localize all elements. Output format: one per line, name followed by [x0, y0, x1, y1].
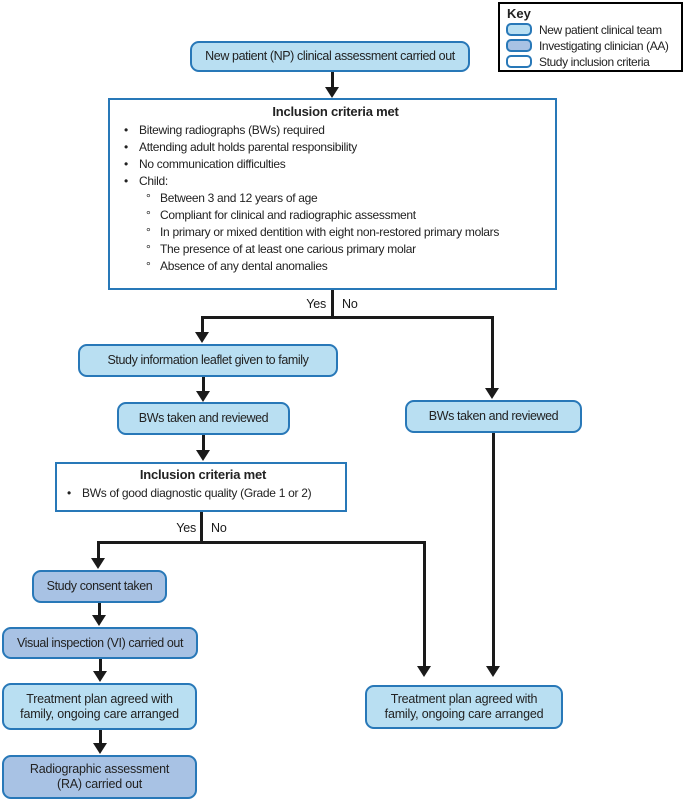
node-np-assessment: New patient (NP) clinical assessment carried out — [190, 41, 470, 72]
key-title: Key — [507, 6, 531, 21]
arrowhead-down — [91, 558, 105, 569]
flow-line — [492, 433, 495, 668]
ring-bullet-icon: ° — [146, 191, 151, 206]
flow-line — [97, 541, 426, 544]
flow-line — [491, 316, 494, 390]
node-bws-left: BWs taken and reviewed — [117, 402, 290, 435]
node-radiographic: Radiographic assessment (RA) carried out — [2, 755, 197, 799]
yes-label: Yes — [176, 521, 196, 535]
criteria-bullet: • No communication difficulties — [124, 157, 286, 172]
legend-swatch-light-blue — [506, 23, 532, 36]
ring-bullet-icon: ° — [146, 225, 151, 240]
legend-swatch-dark-blue — [506, 39, 532, 52]
criteria-title: Inclusion criteria met — [139, 467, 267, 482]
legend-label: Study inclusion criteria — [539, 54, 650, 69]
arrowhead-down — [486, 666, 500, 677]
bullet-icon: • — [124, 123, 128, 138]
node-visual-inspection: Visual inspection (VI) carried out — [2, 627, 198, 659]
arrowhead-down — [485, 388, 499, 399]
legend-item-new-patient-team — [506, 22, 681, 37]
bullet-icon: • — [124, 174, 128, 189]
node-treatment-left: Treatment plan agreed with family, ongoing care arranged — [2, 683, 197, 730]
ring-bullet-icon: ° — [146, 259, 151, 274]
arrowhead-down — [196, 450, 210, 461]
bullet-icon: • — [67, 486, 71, 501]
criteria-sub-bullet: ° The presence of at least one carious primary molar — [146, 242, 416, 257]
flow-line — [200, 512, 203, 543]
legend-label: Investigating clinician (AA) — [539, 38, 669, 53]
arrowhead-down — [93, 743, 107, 754]
criteria-bullet: • Bitewing radiographs (BWs) required — [124, 123, 325, 138]
ring-bullet-icon: ° — [146, 242, 151, 257]
criteria-title: Inclusion criteria met — [272, 104, 399, 119]
flow-line — [331, 290, 334, 318]
node-leaflet: Study information leaflet given to family — [78, 344, 338, 377]
node-consent: Study consent taken — [32, 570, 167, 603]
arrowhead-down — [195, 332, 209, 343]
no-label: No — [211, 521, 227, 535]
legend-label: New patient clinical team — [539, 22, 662, 37]
arrowhead-down — [417, 666, 431, 677]
criteria-sub-bullet: ° In primary or mixed dentition with eight non-restored primary molars — [146, 225, 500, 240]
criteria-bullet: • BWs of good diagnostic quality (Grade 1 or 2) — [67, 486, 312, 501]
key-legend — [498, 2, 683, 72]
criteria-sub-bullet: ° Absence of any dental anomalies — [146, 259, 328, 274]
yes-label: Yes — [306, 297, 326, 311]
arrowhead-down — [325, 87, 339, 98]
ring-bullet-icon: ° — [146, 208, 151, 223]
bullet-icon: • — [124, 140, 128, 155]
criteria-bullet: • Attending adult holds parental responsibility — [124, 140, 357, 155]
node-bws-right: BWs taken and reviewed — [405, 400, 582, 433]
criteria-sub-bullet: ° Compliant for clinical and radiographic assessment — [146, 208, 416, 223]
criteria-bullet: • Child: — [124, 174, 168, 189]
flow-line — [423, 541, 426, 668]
legend-item-investigating-clinician — [506, 38, 681, 53]
flow-line — [202, 316, 494, 319]
bullet-icon: • — [124, 157, 128, 172]
no-label: No — [342, 297, 358, 311]
arrowhead-down — [196, 391, 210, 402]
arrowhead-down — [92, 615, 106, 626]
arrowhead-down — [93, 671, 107, 682]
flow-line — [202, 377, 205, 392]
legend-swatch-white — [506, 55, 532, 68]
criteria-sub-bullet: ° Between 3 and 12 years of age — [146, 191, 318, 206]
node-treatment-right: Treatment plan agreed with family, ongoing care arranged — [365, 685, 563, 729]
node-inclusion-criteria-2 — [55, 462, 347, 512]
node-inclusion-criteria-1 — [108, 98, 557, 290]
legend-item-inclusion-criteria — [506, 54, 681, 69]
